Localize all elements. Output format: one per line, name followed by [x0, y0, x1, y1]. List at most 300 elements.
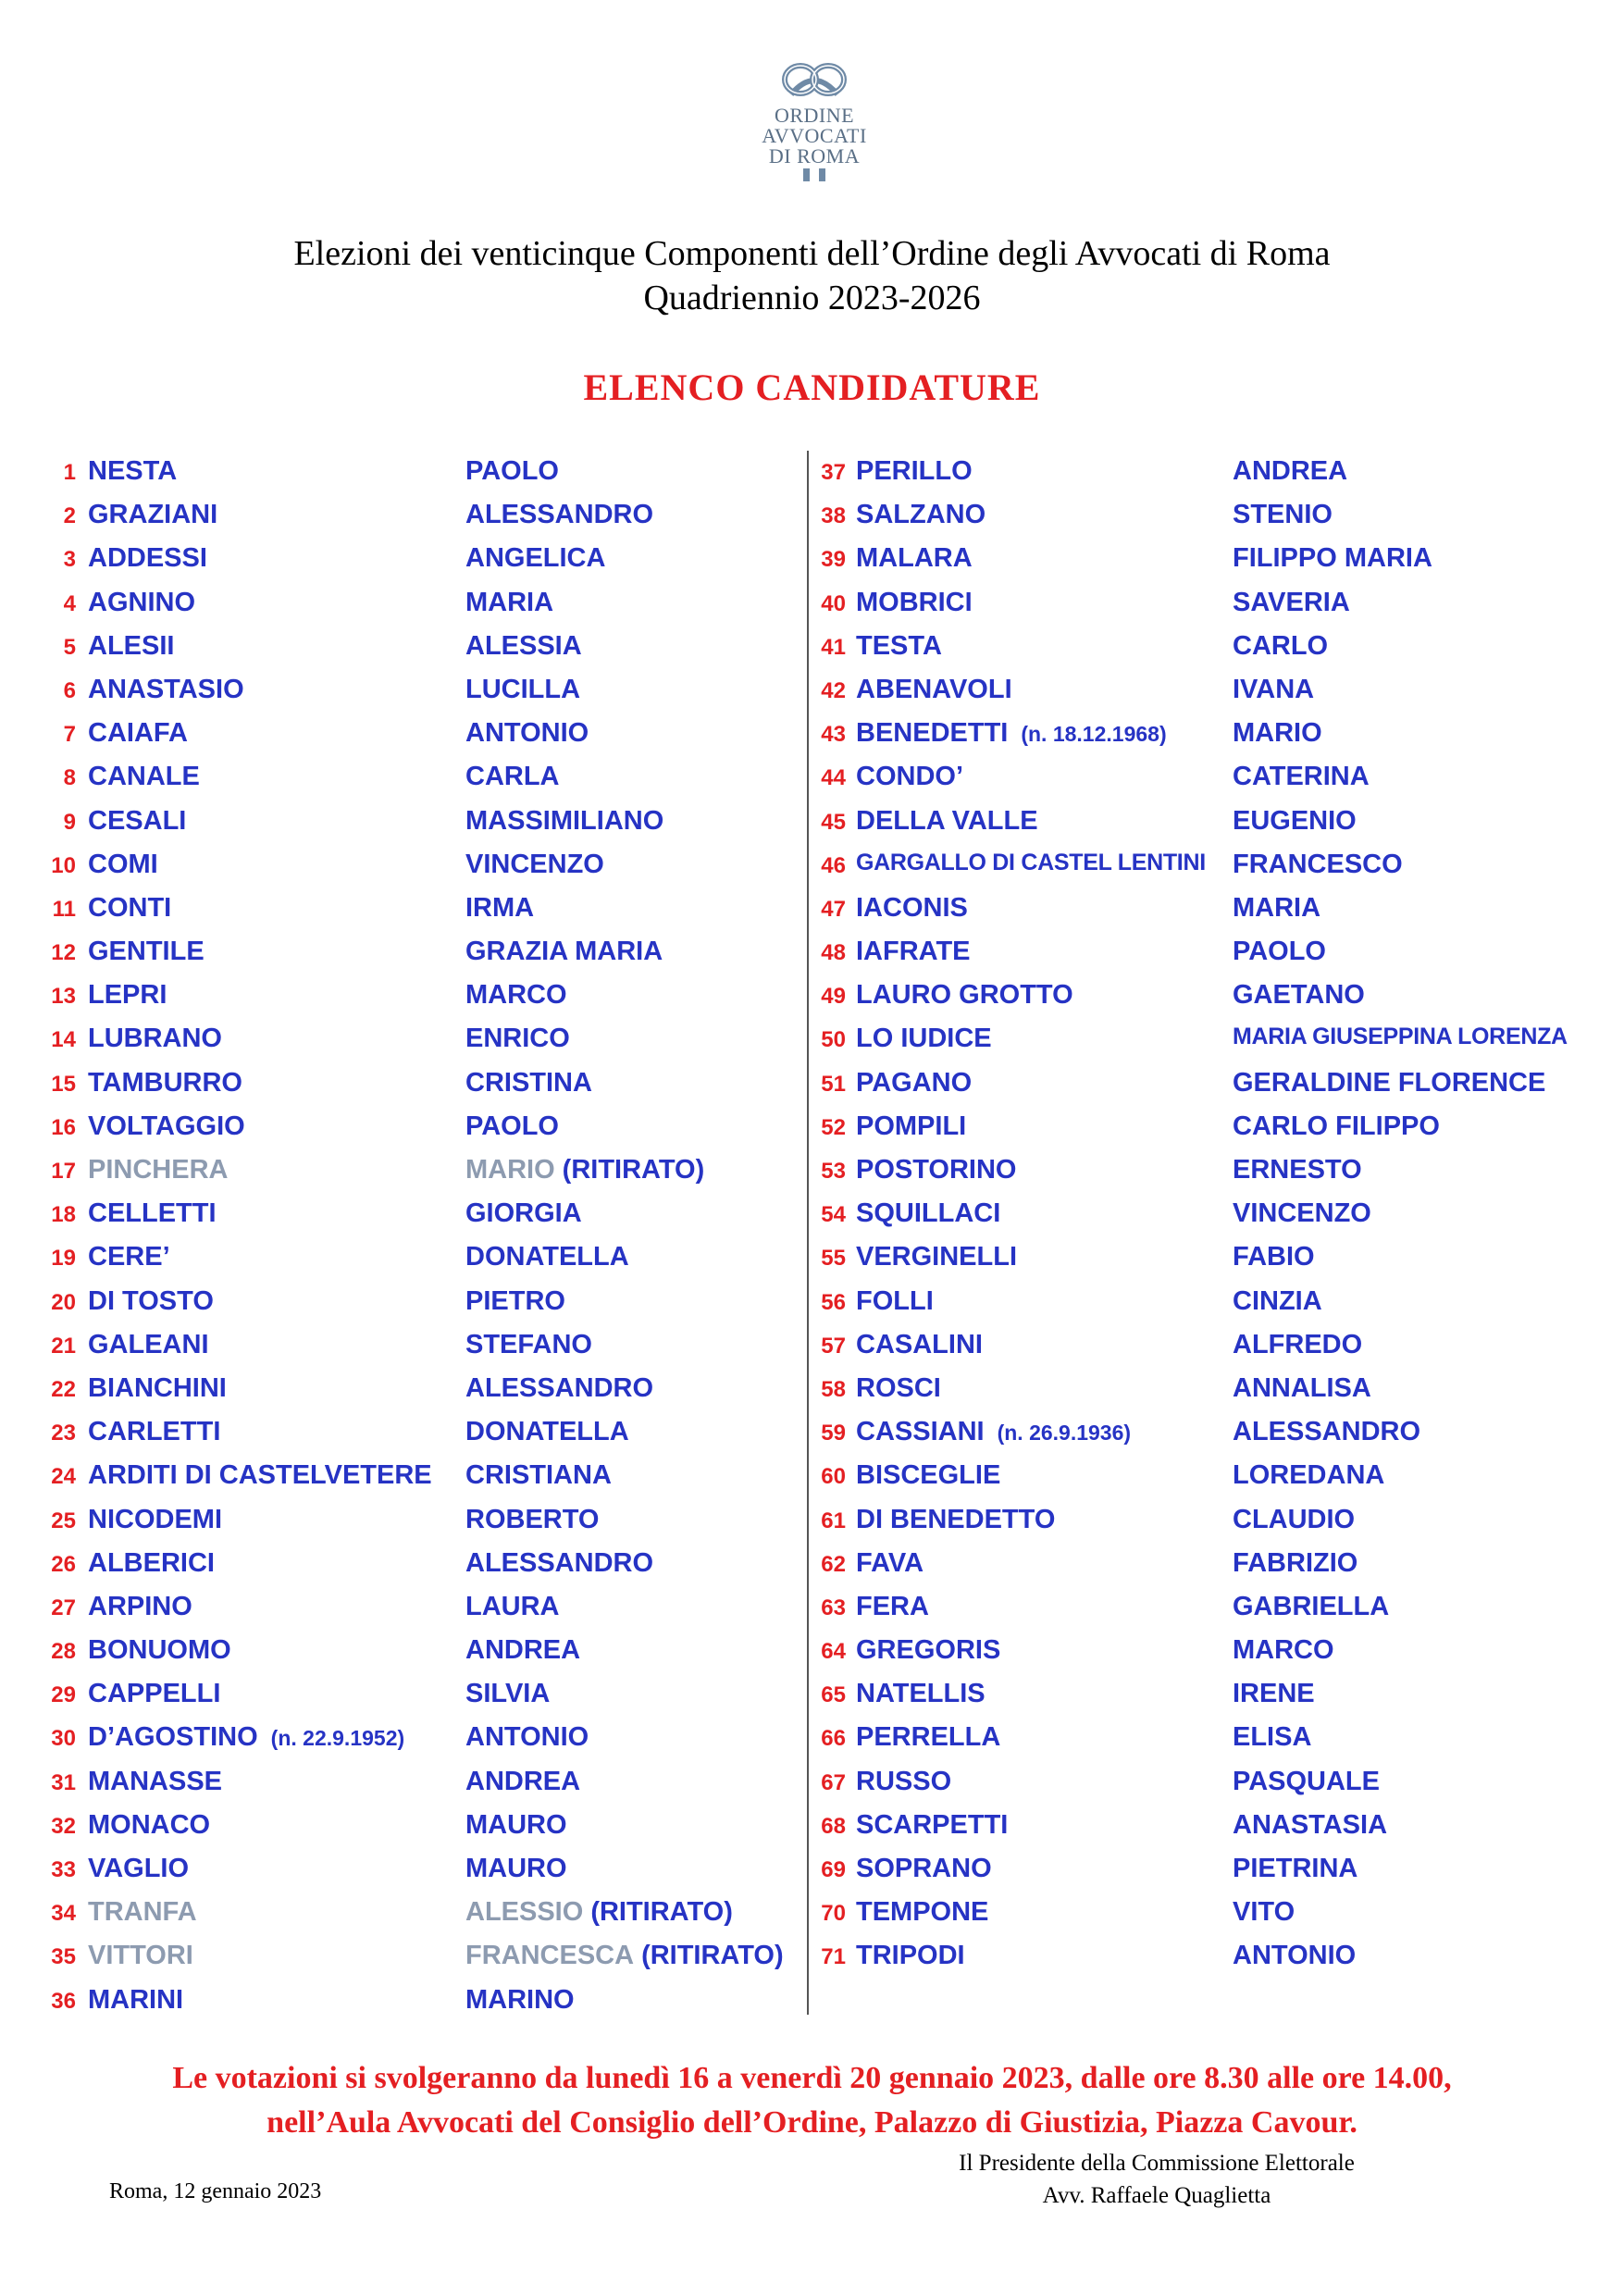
candidate-row	[814, 1191, 1610, 1235]
candidate-surname	[88, 1242, 170, 1272]
candidate-surname	[88, 1635, 231, 1666]
candidate-row	[37, 1279, 796, 1322]
candidate-surname-text: PAGANO	[856, 1067, 973, 1098]
candidate-row	[814, 1061, 1610, 1104]
candidate-first-name	[1233, 1505, 1355, 1535]
candidate-surname	[88, 1373, 227, 1404]
candidate-number: 40	[821, 590, 846, 616]
candidate-surname	[856, 1941, 965, 1971]
candidate-surname	[88, 675, 244, 705]
candidate-surname	[88, 1155, 228, 1185]
candidate-surname-text: RUSSO	[856, 1766, 952, 1796]
candidate-first-name-text: PASQUALE	[1233, 1766, 1380, 1796]
candidate-first-name	[465, 980, 567, 1011]
candidate-surname-text: BIANCHINI	[88, 1372, 227, 1403]
candidate-surname	[856, 806, 1038, 837]
candidate-first-name	[465, 806, 663, 837]
withdrawn-status: (RITIRATO)	[641, 1941, 784, 1971]
logo-line-2: AVVOCATI	[762, 124, 867, 147]
candidate-first-name-text: MARIA	[465, 587, 554, 617]
candidate-surname-text: BENEDETTI	[856, 718, 1009, 749]
candidate-surname	[88, 850, 158, 880]
candidate-first-name-text: PAOLO	[1233, 937, 1326, 967]
candidate-number: 19	[51, 1246, 76, 1272]
candidate-number: 39	[821, 547, 846, 573]
candidate-first-name-text: ALESSANDRO	[465, 1372, 654, 1403]
candidate-surname	[88, 1897, 197, 1928]
candidate-number: 64	[821, 1639, 846, 1665]
candidate-number: 61	[821, 1508, 846, 1533]
candidate-surname	[88, 1548, 215, 1579]
candidate-first-name-text: MARCO	[1233, 1635, 1334, 1666]
candidate-row	[814, 711, 1610, 754]
candidate-first-name-text: FRANCESCA	[465, 1941, 635, 1971]
candidate-surname	[856, 718, 1167, 749]
candidate-first-name-text: SAVERIA	[1233, 587, 1350, 617]
candidate-first-name	[1233, 1330, 1362, 1360]
candidate-row	[814, 1759, 1610, 1803]
candidate-first-name	[465, 1198, 582, 1229]
candidate-row	[814, 1803, 1610, 1846]
candidate-first-name-text: VINCENZO	[1233, 1198, 1371, 1229]
candidate-first-name	[1233, 1198, 1371, 1229]
candidate-row	[814, 624, 1610, 667]
candidate-first-name	[465, 456, 559, 487]
candidate-surname-text: CELLETTI	[88, 1198, 217, 1229]
candidate-row	[37, 1235, 796, 1278]
candidate-surname-text: VERGINELLI	[856, 1242, 1018, 1272]
candidate-surname	[856, 631, 942, 662]
candidate-number: 45	[821, 809, 846, 835]
candidate-surname	[856, 1679, 986, 1709]
candidate-first-name-text: ANTONIO	[1233, 1941, 1357, 1971]
candidate-surname	[856, 1722, 1000, 1753]
candidate-first-name	[465, 675, 580, 705]
candidate-row	[814, 1846, 1610, 1890]
candidate-row	[814, 1933, 1610, 1977]
candidate-number: 47	[821, 896, 846, 922]
candidate-first-name	[1233, 631, 1328, 662]
candidate-surname	[88, 893, 171, 924]
candidate-first-name	[1233, 456, 1347, 487]
candidate-row	[814, 1715, 1610, 1758]
candidate-number: 10	[51, 852, 76, 878]
candidate-number: 71	[821, 1944, 846, 1970]
candidate-first-name-text: ANDREA	[465, 1635, 581, 1666]
candidate-surname-text: LAURO GROTTO	[856, 980, 1073, 1011]
candidates-column-right	[814, 449, 1610, 1978]
candidate-first-name	[465, 1111, 559, 1142]
candidate-first-name	[1233, 1460, 1384, 1491]
candidate-first-name	[465, 1897, 733, 1928]
candidate-surname	[88, 718, 188, 749]
candidate-first-name	[1233, 1111, 1440, 1142]
candidate-first-name-text: ANDREA	[465, 1766, 581, 1796]
candidate-surname	[88, 1592, 192, 1622]
candidate-surname-text: MARINI	[88, 1984, 184, 2015]
candidate-row	[37, 711, 796, 754]
candidate-first-name	[465, 1330, 592, 1360]
election-title: Elezioni dei venticinque Componenti dell’Ordine degli Avvocati di Roma	[293, 234, 1331, 273]
candidate-first-name-text: CRISTINA	[465, 1067, 592, 1098]
candidate-number: 67	[821, 1769, 846, 1795]
candidate-number: 59	[821, 1421, 846, 1446]
candidate-row	[37, 886, 796, 929]
signature-role: Il Presidente della Commissione Elettorale	[959, 2151, 1355, 2176]
candidate-number: 2	[63, 503, 76, 529]
candidate-first-name-text: FABRIZIO	[1233, 1547, 1358, 1578]
candidate-surname-text: NESTA	[88, 456, 178, 486]
candidate-surname	[88, 1854, 189, 1884]
candidate-first-name-text: ANGELICA	[465, 543, 606, 574]
candidate-first-name-text: MAURO	[465, 1809, 567, 1840]
candidate-first-name	[1233, 980, 1365, 1011]
candidate-surname	[856, 1810, 1008, 1841]
candidate-row	[814, 1104, 1610, 1148]
candidate-first-name-text: CATERINA	[1233, 762, 1370, 792]
candidate-surname-text: IAFRATE	[856, 937, 971, 967]
candidate-surname-text: PERILLO	[856, 456, 973, 486]
candidate-row	[814, 1671, 1610, 1715]
candidate-row	[37, 449, 796, 492]
candidate-surname	[88, 762, 200, 792]
candidate-surname-text: TRIPODI	[856, 1941, 965, 1971]
candidate-surname-text: DI TOSTO	[88, 1285, 214, 1316]
candidate-row	[814, 1016, 1610, 1060]
candidate-first-name-text: LOREDANA	[1233, 1460, 1385, 1491]
candidate-number: 33	[51, 1857, 76, 1882]
candidate-surname	[88, 631, 174, 662]
candidate-first-name	[465, 762, 560, 792]
candidate-row	[814, 580, 1610, 624]
candidate-surname	[856, 980, 1073, 1011]
candidate-surname	[856, 1505, 1055, 1535]
candidate-row	[814, 929, 1610, 973]
candidate-first-name-text: ROBERTO	[465, 1504, 600, 1534]
candidate-row	[37, 754, 796, 798]
candidate-number: 24	[51, 1464, 76, 1490]
withdrawn-status: (RITIRATO)	[590, 1897, 733, 1928]
candidate-surname-text: MOBRICI	[856, 587, 973, 617]
candidate-first-name-text: GAETANO	[1233, 980, 1365, 1011]
candidate-number: 5	[63, 634, 76, 660]
candidate-row	[37, 1978, 796, 2021]
candidate-surname-text: POSTORINO	[856, 1155, 1017, 1185]
candidate-surname-text: TEMPONE	[856, 1897, 989, 1928]
candidate-surname	[856, 500, 986, 530]
candidate-row	[814, 1235, 1610, 1278]
candidate-first-name	[465, 850, 604, 880]
candidate-surname-text: CAPPELLI	[88, 1679, 221, 1709]
candidate-surname-text: ARPINO	[88, 1591, 192, 1621]
candidate-surname	[856, 1242, 1017, 1272]
candidate-surname-text: LO IUDICE	[856, 1024, 992, 1054]
candidate-birth-note: (n. 22.9.1952)	[270, 1726, 405, 1751]
candidate-surname-text: COMI	[88, 849, 158, 879]
candidate-row	[37, 1104, 796, 1148]
candidate-surname-text: FERA	[856, 1591, 929, 1621]
logo-text	[759, 105, 870, 167]
candidate-row	[37, 1453, 796, 1496]
candidate-first-name	[1233, 1068, 1545, 1098]
candidate-number: 27	[51, 1595, 76, 1620]
candidate-number: 17	[51, 1159, 76, 1184]
candidate-surname	[856, 762, 963, 792]
candidate-number: 9	[63, 809, 76, 835]
candidate-first-name	[465, 1024, 570, 1054]
candidate-first-name-text: DONATELLA	[465, 1242, 629, 1272]
candidate-surname-text: TESTA	[856, 630, 942, 661]
candidate-row	[814, 1453, 1610, 1496]
candidate-first-name-text: PIETRINA	[1233, 1854, 1358, 1883]
candidate-number: 29	[51, 1682, 76, 1708]
candidates-column-left	[37, 449, 796, 2021]
candidate-first-name-text: ERNESTO	[1233, 1155, 1362, 1185]
candidate-surname	[856, 1111, 966, 1142]
candidate-first-name-text: STEFANO	[465, 1329, 592, 1359]
candidate-surname	[88, 1767, 222, 1797]
candidate-first-name-text: DONATELLA	[465, 1417, 629, 1447]
candidate-first-name-text: CINZIA	[1233, 1285, 1322, 1316]
candidate-surname-text: SALZANO	[856, 500, 986, 530]
candidate-first-name-text: ANDREA	[1233, 456, 1348, 486]
candidate-first-name-text: GABRIELLA	[1233, 1591, 1390, 1621]
candidate-first-name	[1233, 500, 1333, 530]
candidate-surname-text: GENTILE	[88, 937, 205, 967]
candidate-birth-note: (n. 26.9.1936)	[997, 1421, 1132, 1446]
candidate-surname-text: MONACO	[88, 1809, 211, 1840]
candidate-first-name	[1233, 893, 1320, 924]
candidate-row	[814, 1322, 1610, 1366]
candidate-first-name	[465, 1548, 653, 1579]
candidate-row	[814, 1366, 1610, 1409]
candidate-first-name-text: IRMA	[465, 892, 535, 923]
candidate-surname-text: TRANFA	[88, 1897, 197, 1928]
candidate-surname	[856, 1548, 924, 1579]
candidate-first-name-text: ALESSANDRO	[465, 500, 654, 530]
candidate-first-name-text: ALFREDO	[1233, 1329, 1363, 1359]
candidate-first-name	[465, 1286, 565, 1317]
candidate-first-name	[1233, 1897, 1295, 1928]
candidate-number: 55	[821, 1246, 846, 1272]
candidate-first-name	[1233, 1286, 1322, 1317]
candidate-surname-text: POMPILI	[856, 1111, 967, 1141]
candidate-row	[37, 1016, 796, 1060]
candidate-surname	[856, 937, 971, 967]
candidate-surname-text: CARLETTI	[88, 1417, 221, 1447]
candidate-number: 50	[821, 1027, 846, 1053]
candidate-first-name-text: ANASTASIA	[1233, 1809, 1388, 1840]
candidate-surname-text: VOLTAGGIO	[88, 1111, 245, 1141]
candidate-number: 53	[821, 1159, 846, 1184]
candidate-first-name	[465, 1460, 612, 1491]
candidate-first-name	[465, 1767, 580, 1797]
candidate-row	[37, 799, 796, 842]
candidate-number: 48	[821, 940, 846, 966]
candidate-surname-text: ABENAVOLI	[856, 674, 1012, 704]
candidate-number: 8	[63, 765, 76, 791]
candidate-number: 41	[821, 634, 846, 660]
candidate-surname-text: CAIAFA	[88, 718, 188, 749]
signature-block	[888, 2147, 1425, 2212]
candidate-surname-text: BISCEGLIE	[856, 1460, 1001, 1491]
candidate-number: 56	[821, 1289, 846, 1315]
candidate-row	[814, 536, 1610, 579]
candidate-surname-text: GRAZIANI	[88, 500, 218, 530]
candidate-row	[814, 1628, 1610, 1671]
candidate-number: 43	[821, 722, 846, 748]
candidate-row	[814, 667, 1610, 711]
candidate-first-name	[1233, 1592, 1389, 1622]
candidate-row	[37, 1933, 796, 1977]
candidate-surname	[856, 1417, 1131, 1447]
candidate-first-name-text: ALESSIA	[465, 630, 582, 661]
candidate-first-name-text: MAURO	[465, 1854, 567, 1883]
candidate-surname	[856, 1460, 1000, 1491]
candidate-row	[37, 929, 796, 973]
candidate-surname-text: VITTORI	[88, 1941, 193, 1971]
candidate-row	[814, 1497, 1610, 1541]
candidate-number: 66	[821, 1726, 846, 1752]
candidate-first-name	[465, 1679, 550, 1709]
candidate-surname	[856, 1286, 934, 1317]
candidate-first-name-text: PAOLO	[465, 1111, 559, 1141]
candidate-surname-text: CASALINI	[856, 1329, 983, 1359]
candidate-row	[37, 1322, 796, 1366]
candidate-first-name	[465, 937, 663, 967]
candidate-first-name-text: ENRICO	[465, 1024, 570, 1054]
candidate-first-name-text: ALESSIO	[465, 1897, 584, 1928]
candidate-row	[37, 1497, 796, 1541]
voting-notice-line-2: nell’Aula Avvocati del Consiglio dell’Ordine, Palazzo di Giustizia, Piazza Cavour.	[267, 2105, 1357, 2140]
candidate-first-name-text: ANTONIO	[465, 1722, 589, 1753]
candidate-row	[37, 1671, 796, 1715]
candidate-first-name-text: PIETRO	[465, 1285, 565, 1316]
candidate-row	[814, 799, 1610, 842]
candidate-number: 11	[52, 896, 76, 922]
candidate-first-name-text: LUCILLA	[465, 674, 581, 704]
candidate-first-name	[1233, 675, 1314, 705]
candidate-row	[814, 492, 1610, 536]
candidate-row	[814, 842, 1610, 886]
candidate-surname	[88, 937, 205, 967]
candidate-number: 38	[821, 503, 846, 529]
place-date: Roma, 12 gennaio 2023	[109, 2179, 322, 2203]
candidate-surname-text: FAVA	[856, 1547, 924, 1578]
candidate-row	[37, 1148, 796, 1191]
candidate-number: 22	[51, 1376, 76, 1402]
logo-line-3: DI ROMA	[768, 144, 861, 168]
candidate-surname	[856, 456, 973, 487]
candidate-number: 51	[821, 1071, 846, 1097]
candidate-first-name	[465, 1373, 653, 1404]
list-title: ELENCO CANDIDATURE	[583, 366, 1041, 408]
candidate-first-name-text: CARLO FILIPPO	[1233, 1111, 1440, 1141]
candidate-row	[37, 1759, 796, 1803]
voting-notice-line-1: Le votazioni si svolgeranno da lunedì 16 a venerdì 20 gennaio 2023, dalle ore 8.30 alle ore 14.00,	[172, 2061, 1452, 2095]
candidate-number: 18	[51, 1202, 76, 1228]
candidate-first-name	[1233, 762, 1370, 792]
candidate-first-name-text: VINCENZO	[465, 849, 604, 879]
candidate-surname	[856, 1635, 1000, 1666]
candidate-surname	[856, 1198, 1000, 1229]
candidate-surname	[88, 1505, 222, 1535]
candidate-row	[814, 973, 1610, 1016]
candidate-first-name	[1233, 718, 1322, 749]
candidate-first-name	[465, 1592, 560, 1622]
candidate-number: 4	[63, 590, 76, 616]
candidate-first-name-text: IRENE	[1233, 1679, 1315, 1709]
candidate-surname	[88, 1068, 242, 1098]
candidate-surname-text: PERRELLA	[856, 1722, 1001, 1753]
candidate-first-name	[1233, 543, 1432, 574]
candidate-first-name-text: FABIO	[1233, 1242, 1315, 1272]
candidate-first-name	[465, 500, 653, 530]
candidate-surname-text: SCARPETTI	[856, 1809, 1009, 1840]
candidate-surname	[856, 1767, 951, 1797]
candidate-first-name	[465, 1505, 599, 1535]
candidate-first-name-text: EUGENIO	[1233, 805, 1357, 836]
candidate-first-name-text: MARIO	[465, 1155, 555, 1185]
candidate-number: 31	[51, 1769, 76, 1795]
candidate-number: 62	[821, 1551, 846, 1577]
candidate-first-name	[465, 588, 553, 618]
candidate-first-name	[465, 1242, 629, 1272]
candidate-row	[37, 1541, 796, 1584]
candidate-first-name	[465, 1810, 567, 1841]
candidate-number: 44	[821, 765, 846, 791]
candidate-first-name	[465, 1417, 629, 1447]
candidate-surname-text: CESALI	[88, 805, 187, 836]
candidate-surname	[856, 543, 973, 574]
candidate-first-name	[1233, 1242, 1315, 1272]
candidate-surname-text: VAGLIO	[88, 1854, 190, 1883]
candidate-first-name	[1233, 1548, 1357, 1579]
candidate-first-name-text: FRANCESCO	[1233, 849, 1403, 879]
candidate-number: 7	[63, 722, 76, 748]
candidate-first-name-text: GERALDINE FLORENCE	[1233, 1067, 1546, 1098]
candidate-number: 49	[821, 984, 846, 1010]
candidate-surname-text: CONDO’	[856, 762, 963, 792]
candidate-first-name-text: ELISA	[1233, 1722, 1312, 1753]
candidate-surname	[88, 456, 177, 487]
candidate-surname	[88, 1330, 209, 1360]
candidate-number: 52	[821, 1114, 846, 1140]
candidate-first-name	[465, 1941, 784, 1971]
candidate-number: 23	[51, 1421, 76, 1446]
candidate-first-name-text: CARLA	[465, 762, 560, 792]
candidate-first-name	[465, 1068, 592, 1098]
candidate-surname-text: CANALE	[88, 762, 200, 792]
candidate-surname	[88, 1024, 222, 1054]
candidate-row	[814, 1279, 1610, 1322]
candidate-first-name-text: MARINO	[465, 1984, 575, 2015]
candidate-surname	[88, 1198, 217, 1229]
candidate-birth-note: (n. 18.12.1968)	[1021, 722, 1167, 747]
candidate-surname	[856, 1330, 983, 1360]
candidate-surname	[88, 1417, 220, 1447]
candidate-surname	[88, 588, 195, 618]
candidate-row	[814, 1148, 1610, 1191]
candidate-surname-text: SQUILLACI	[856, 1198, 1001, 1229]
candidate-first-name-text: ALESSANDRO	[1233, 1417, 1421, 1447]
candidate-first-name	[465, 1985, 575, 2016]
ordine-logo	[759, 57, 870, 181]
candidate-row	[37, 624, 796, 667]
candidate-row	[37, 1366, 796, 1409]
candidate-surname	[88, 1941, 193, 1971]
candidate-row	[37, 1191, 796, 1235]
